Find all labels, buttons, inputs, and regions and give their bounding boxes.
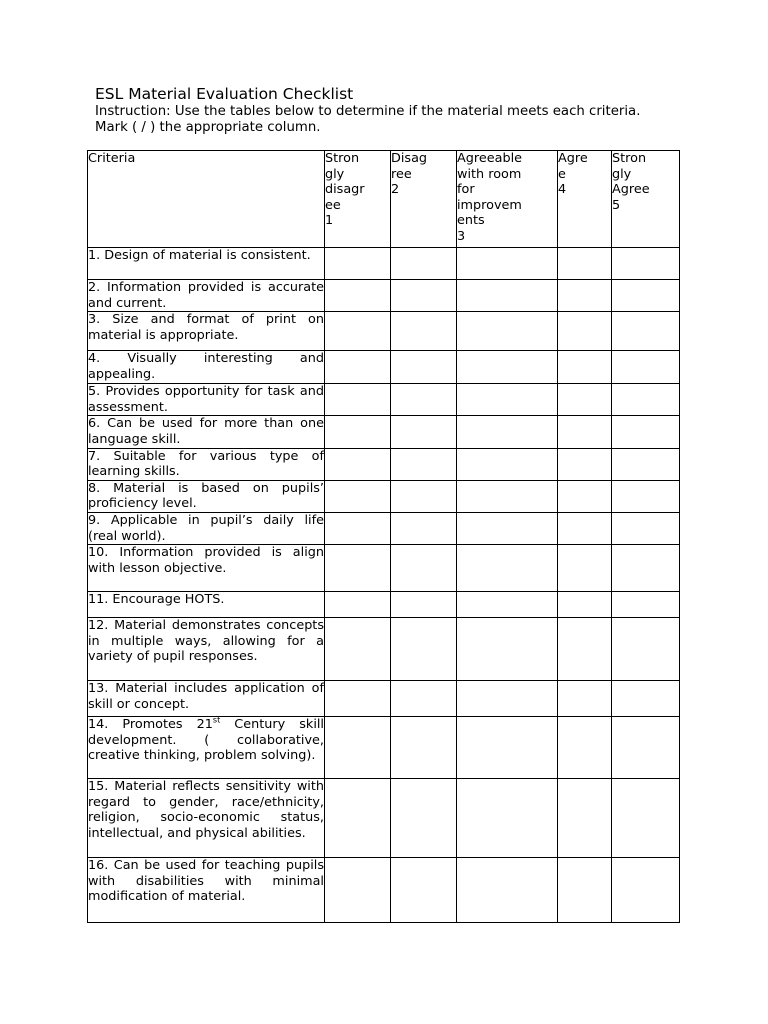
rating-cell-strongly-disagree[interactable] (325, 592, 391, 618)
rating-cell-disagree[interactable] (391, 312, 457, 351)
rating-cell-strongly-disagree[interactable] (325, 858, 391, 923)
rating-cell-agreeable[interactable] (457, 681, 558, 717)
page-title: ESL Material Evaluation Checklist (95, 85, 354, 103)
rating-cell-strongly-agree[interactable] (612, 448, 680, 480)
rating-cell-agree[interactable] (558, 480, 612, 512)
criteria-cell: 3. Size and format of print on material is appropriate. (88, 312, 325, 351)
rating-cell-agree[interactable] (558, 312, 612, 351)
criteria-cell: 5. Provides opportunity for task and assessment. (88, 384, 324, 415)
rating-cell-strongly-disagree[interactable] (325, 512, 391, 544)
superscript: st (212, 715, 221, 725)
criteria-cell: 7. Suitable for various type of learning skills. (88, 448, 324, 480)
criteria-cell (88, 717, 325, 779)
header-criteria: Criteria (88, 151, 325, 248)
rating-cell-strongly-disagree[interactable] (325, 448, 391, 480)
table-row (88, 351, 680, 384)
rating-cell-agree[interactable] (558, 545, 612, 592)
criteria-text: Century skill development. ( collaborative, creative thinking, problem solving). (88, 717, 324, 764)
rating-cell-strongly-agree[interactable] (612, 512, 680, 544)
rating-cell-agree[interactable] (558, 351, 612, 384)
rating-cell-strongly-disagree[interactable] (325, 618, 391, 681)
table-row (88, 480, 680, 512)
rating-cell-disagree[interactable] (391, 448, 457, 480)
rating-cell-agreeable[interactable] (457, 618, 558, 681)
table-row (88, 312, 680, 351)
rating-cell-agreeable[interactable] (457, 717, 558, 779)
table-row (88, 512, 680, 544)
rating-cell-agree[interactable] (558, 858, 612, 923)
rating-cell-strongly-disagree[interactable] (325, 280, 391, 312)
criteria-cell: 6. Can be used for more than one language skill. (88, 416, 324, 447)
rating-cell-disagree[interactable] (391, 779, 457, 858)
table-row (88, 448, 680, 480)
table-row (88, 280, 680, 312)
criteria-cell: 15. Material reflects sensitivity with regard to gender, race/ethnicity, religion, socio-economic status, intellectual, and physical abilities. (88, 779, 325, 858)
rating-cell-disagree[interactable] (391, 280, 457, 312)
criteria-cell: 2. Information provided is accurate and current. (88, 280, 324, 311)
rating-cell-strongly-disagree[interactable] (325, 384, 391, 416)
rating-cell-agree[interactable] (558, 681, 612, 717)
rating-cell-strongly-agree[interactable] (612, 280, 680, 312)
rating-cell-agree[interactable] (558, 717, 612, 779)
header-agree: Agre e 4 (558, 151, 612, 248)
instruction-text: Instruction: Use the tables below to determine if the material meets each criteria. Mark ( / ) the appropriate column. (95, 104, 641, 135)
rating-cell-agreeable[interactable] (457, 512, 558, 544)
evaluation-table (87, 150, 680, 923)
criteria-cell: 13. Material includes application of skill or concept. (88, 681, 325, 717)
rating-cell-agree[interactable] (558, 248, 612, 280)
table-row (88, 416, 680, 448)
rating-cell-strongly-disagree[interactable] (325, 480, 391, 512)
rating-cell-agreeable[interactable] (457, 416, 558, 448)
rating-cell-agree[interactable] (558, 280, 612, 312)
rating-cell-agree[interactable] (558, 448, 612, 480)
rating-cell-disagree[interactable] (391, 717, 457, 779)
rating-cell-disagree[interactable] (391, 416, 457, 448)
rating-cell-strongly-agree[interactable] (612, 858, 680, 923)
rating-cell-agreeable[interactable] (457, 858, 558, 923)
rating-cell-agreeable[interactable] (457, 480, 558, 512)
table-row (88, 248, 680, 280)
rating-cell-strongly-agree[interactable] (612, 384, 680, 416)
table-row (88, 717, 680, 779)
rating-cell-disagree[interactable] (391, 592, 457, 618)
header-strongly-agree: Stron gly Agree 5 (612, 151, 680, 248)
rating-cell-disagree[interactable] (391, 545, 457, 592)
rating-cell-agreeable[interactable] (457, 779, 558, 858)
rating-cell-strongly-disagree[interactable] (325, 416, 391, 448)
rating-cell-strongly-agree[interactable] (612, 779, 680, 858)
criteria-cell: 16. Can be used for teaching pupils with disabilities with minimal modification of material. (88, 858, 325, 923)
rating-cell-strongly-agree[interactable] (612, 480, 680, 512)
rating-cell-disagree[interactable] (391, 480, 457, 512)
table-row (88, 681, 680, 717)
table-row (88, 779, 680, 858)
table-row (88, 592, 680, 618)
criteria-cell: 4. Visually interesting and appealing. (88, 351, 324, 382)
header-disagree: Disag ree 2 (391, 151, 457, 248)
criteria-cell: 9. Applicable in pupil’s daily life (real world). (88, 512, 324, 544)
rating-cell-disagree[interactable] (391, 512, 457, 544)
rating-cell-agreeable[interactable] (457, 384, 558, 416)
rating-cell-strongly-disagree[interactable] (325, 312, 391, 351)
rating-cell-strongly-agree[interactable] (612, 545, 680, 592)
rating-cell-strongly-agree[interactable] (612, 416, 680, 448)
table-row (88, 384, 680, 416)
criteria-cell: 8. Material is based on pupils’ proficiency level. (88, 480, 324, 512)
rating-cell-strongly-disagree[interactable] (325, 681, 391, 717)
rating-cell-disagree[interactable] (391, 351, 457, 384)
rating-cell-strongly-disagree[interactable] (325, 779, 391, 858)
rating-cell-agreeable[interactable] (457, 280, 558, 312)
rating-cell-agree[interactable] (558, 779, 612, 858)
table-header-row (88, 151, 680, 248)
rating-cell-strongly-agree[interactable] (612, 351, 680, 384)
rating-cell-strongly-agree[interactable] (612, 312, 680, 351)
rating-cell-strongly-agree[interactable] (612, 248, 680, 280)
table-row (88, 618, 680, 681)
rating-cell-agreeable[interactable] (457, 448, 558, 480)
rating-cell-strongly-agree[interactable] (612, 592, 680, 618)
rating-cell-strongly-disagree[interactable] (325, 351, 391, 384)
rating-cell-disagree[interactable] (391, 858, 457, 923)
rating-cell-agree[interactable] (558, 416, 612, 448)
rating-cell-disagree[interactable] (391, 618, 457, 681)
rating-cell-agreeable[interactable] (457, 351, 558, 384)
rating-cell-strongly-disagree[interactable] (325, 545, 391, 592)
rating-cell-strongly-disagree[interactable] (325, 248, 391, 280)
rating-cell-agreeable[interactable] (457, 545, 558, 592)
rating-cell-disagree[interactable] (391, 248, 457, 280)
rating-cell-agreeable[interactable] (457, 248, 558, 280)
criteria-cell: 10. Information provided is align with lesson objective. (88, 545, 325, 592)
rating-cell-agreeable[interactable] (457, 312, 558, 351)
header-strongly-disagree: Stron gly disagr ee 1 (325, 151, 391, 248)
rating-cell-strongly-agree[interactable] (612, 717, 680, 779)
rating-cell-disagree[interactable] (391, 384, 457, 416)
rating-cell-strongly-disagree[interactable] (325, 717, 391, 779)
header-agreeable: Agreeable with room for improvem ents 3 (457, 151, 558, 248)
criteria-cell: 11. Encourage HOTS. (88, 592, 325, 618)
table-row (88, 858, 680, 923)
rating-cell-agree[interactable] (558, 512, 612, 544)
table-row (88, 545, 680, 592)
rating-cell-agree[interactable] (558, 618, 612, 681)
rating-cell-strongly-agree[interactable] (612, 681, 680, 717)
criteria-cell: 1. Design of material is consistent. (88, 248, 325, 280)
criteria-cell: 12. Material demonstrates concepts in multiple ways, allowing for a variety of pupil responses. (88, 618, 325, 681)
rating-cell-agree[interactable] (558, 592, 612, 618)
rating-cell-disagree[interactable] (391, 681, 457, 717)
rating-cell-strongly-agree[interactable] (612, 618, 680, 681)
rating-cell-agree[interactable] (558, 384, 612, 416)
criteria-text: 14. Promotes 21 (88, 717, 213, 733)
rating-cell-agreeable[interactable] (457, 592, 558, 618)
